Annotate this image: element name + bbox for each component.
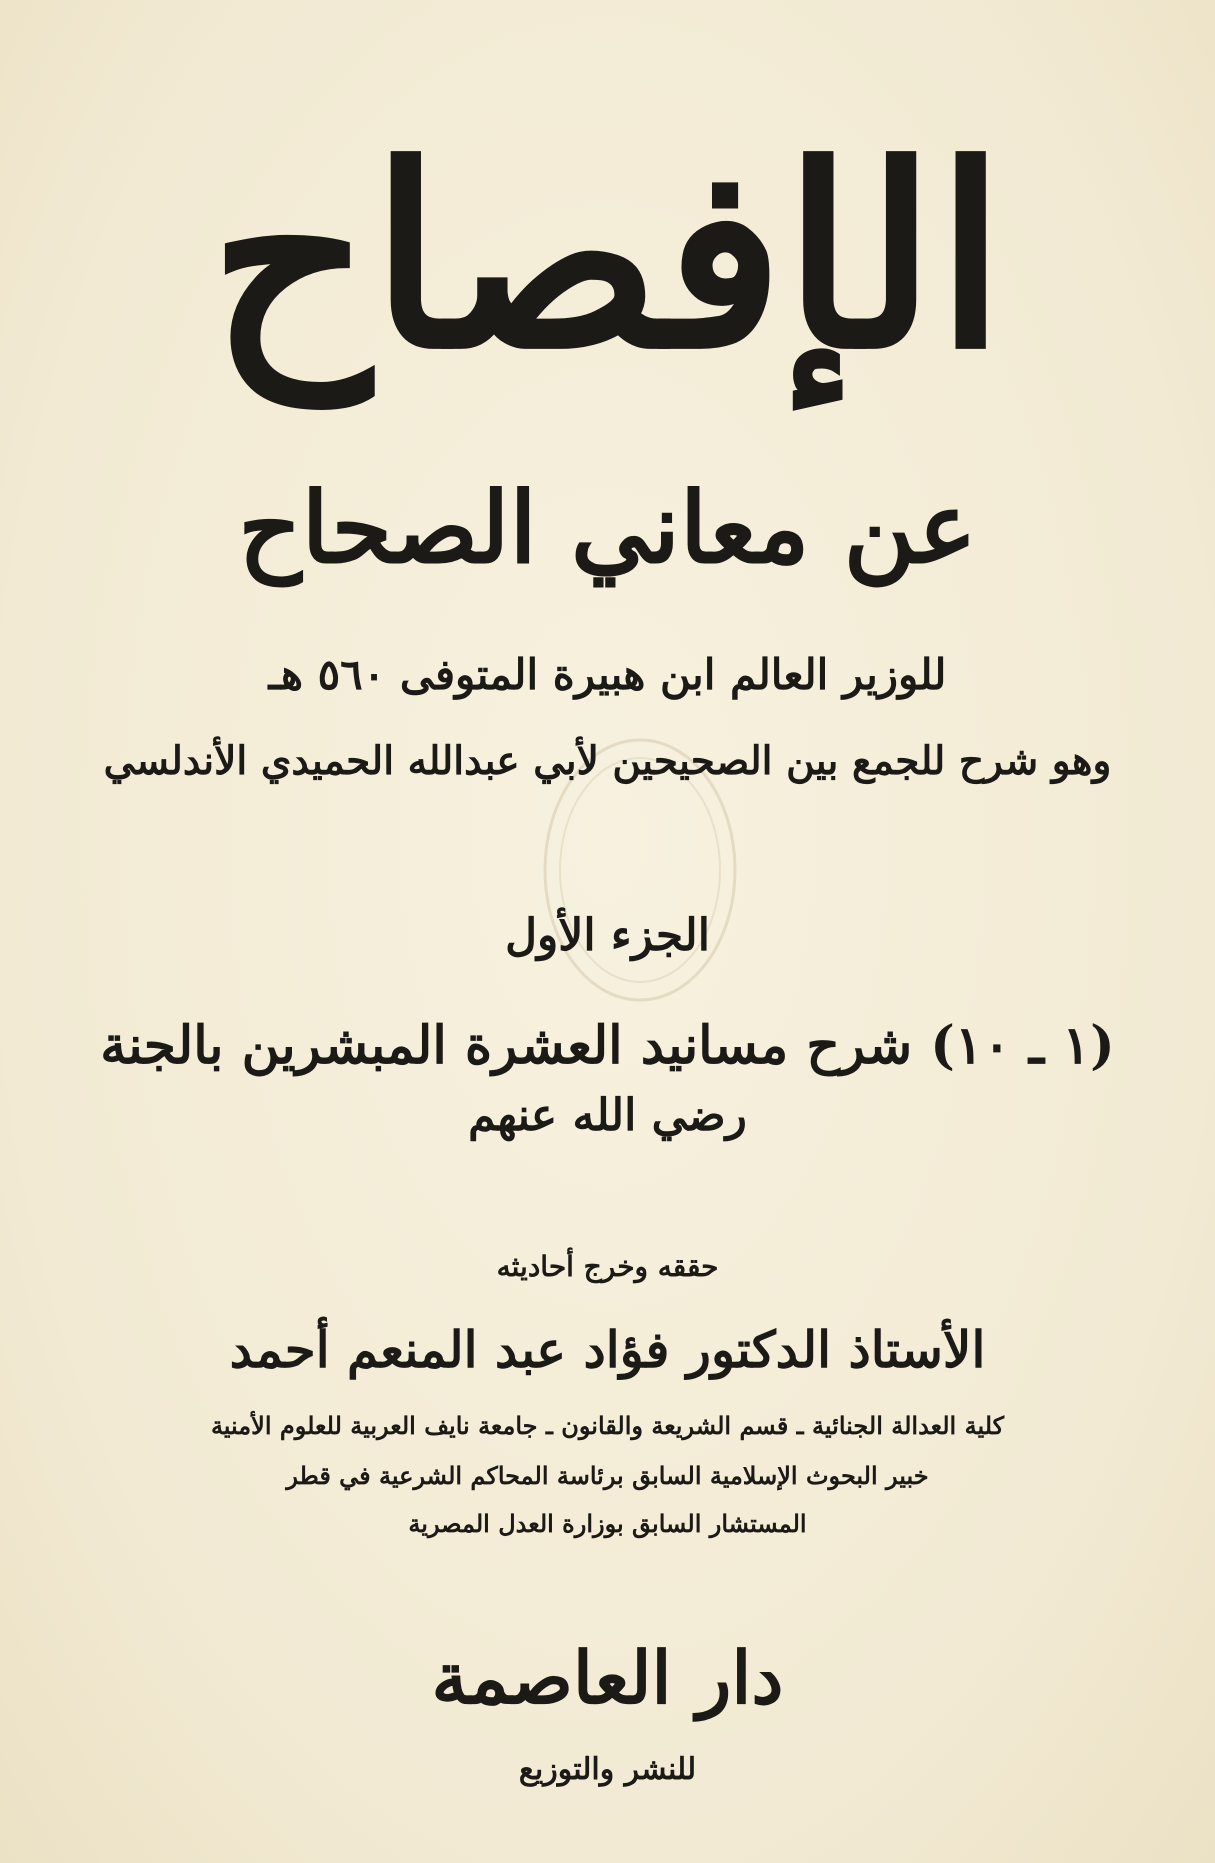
editor-name: الأستاذ الدكتور فؤاد عبد المنعم أحمد [229,1320,986,1379]
publisher-name: دار العاصمة [431,1635,784,1720]
book-subtitle: عن معاني الصحاح [238,471,977,586]
author-line: للوزير العالم ابن هبيرة المتوفى ٥٦٠ هـ [268,650,947,699]
editor-affiliation-1: كلية العدالة الجنائية ـ قسم الشريعة والقانون ـ جامعة نايف العربية للعلوم الأمنية [210,1411,1005,1440]
description-line: وهو شرح للجمع بين الصحيحين لأبي عبدالله الحميدي الأندلسي [103,738,1112,784]
contents-line-1: (١ ـ ١٠) شرح مسانيد العشرة المبشرين بالجنة [100,1015,1115,1076]
editor-label: حققه وخرج أحاديثه [496,1250,719,1283]
contents-line-2: رضي الله عنهم [468,1090,747,1141]
book-title: الإفصاح [209,110,1006,404]
editor-affiliation-2: خبير البحوث الإسلامية السابق برئاسة المحاكم الشرعية في قطر [286,1461,929,1490]
editor-affiliation-3: المستشار السابق بوزارة العدل المصرية [408,1509,807,1538]
publisher-tagline: للنشر والتوزيع [518,1752,697,1787]
volume-label: الجزء الأول [505,910,710,961]
